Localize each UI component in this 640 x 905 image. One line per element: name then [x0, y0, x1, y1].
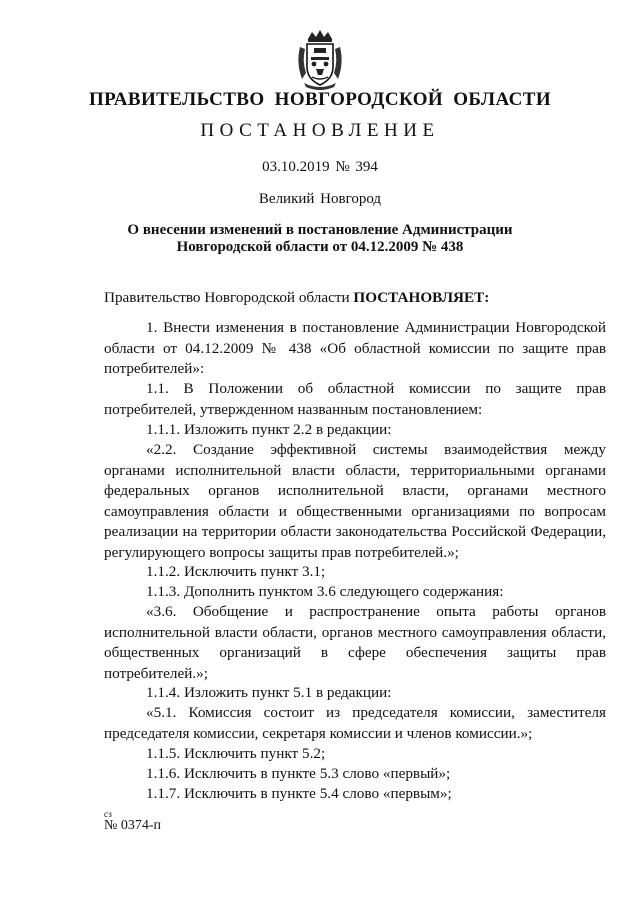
paragraph-1-1-6: 1.1.6. Исключить в пункте 5.3 слово «первый»; — [146, 765, 451, 782]
quote-2-2: «2.2. Создание эффективной системы взаимодействия между органами исполнительной власти области, территориальными органами федеральных органов исполнительной власти, органами местного самоуправления области и общественными организациями по вопросам реализации на территории области законодательства Российской Федерации, регулирующего вопросы защиты прав потребителей.»; — [104, 441, 606, 561]
paragraph-1-1-2: 1.1.2. Исключить пункт 3.1; — [146, 563, 326, 580]
document-subject — [0, 222, 640, 256]
document-type: ПОСТАНОВЛЕНИЕ — [200, 120, 440, 141]
paragraph-1-1-3: 1.1.3. Дополнить пунктом 3.6 следующего содержания: — [146, 583, 504, 600]
coat-of-arms-icon — [294, 29, 346, 91]
government-title: ПРАВИТЕЛЬСТВО НОВГОРОДСКОЙ ОБЛАСТИ — [89, 89, 551, 110]
quote-5-1: «5.1. Комиссия состоит из председателя комиссии, заместителя председателя комиссии, секретаря комиссии и членов комиссии.»; — [104, 704, 606, 742]
city: Великий Новгород — [258, 191, 382, 207]
subject-line-2: Новгородской области от 04.12.2009 № 438 — [176, 239, 464, 255]
footer-number: № 0374-п — [104, 818, 162, 833]
document-footer — [104, 810, 161, 833]
quote-3-6: «3.6. Обобщение и распространение опыта работы органов исполнительной власти области, органов местного самоуправления области, общественных организаций в сфере обеспечения защиты прав потребителей.»; — [104, 603, 606, 682]
paragraph-1-1-7: 1.1.7. Исключить в пункте 5.4 слово «первым»; — [146, 785, 452, 802]
paragraph-1-1-5: 1.1.5. Исключить пункт 5.2; — [146, 745, 326, 762]
intro-resolves: ПОСТАНОВЛЯЕТ: — [353, 289, 490, 306]
paragraph-1: 1. Внести изменения в постановление Администрации Новгородской области от 04.12.2009 № 438 «Об областной комиссии по защите прав потребителей»: — [104, 319, 606, 377]
subject-line-1: О внесении изменений в постановление Администрации — [127, 222, 513, 238]
date-and-number: 03.10.2019 № 394 — [262, 159, 378, 175]
paragraph-1-1-4: 1.1.4. Изложить пункт 5.1 в редакции: — [146, 684, 392, 701]
intro-paragraph — [104, 288, 606, 309]
paragraph-1-1: 1.1. В Положении об областной комиссии по защите прав потребителей, утвержденном названным постановлением: — [104, 380, 606, 418]
footer-initials: сз — [104, 809, 112, 819]
intro-lead: Правительство Новгородской области — [104, 289, 354, 306]
paragraph-1-1-1: 1.1.1. Изложить пункт 2.2 в редакции: — [146, 421, 392, 438]
